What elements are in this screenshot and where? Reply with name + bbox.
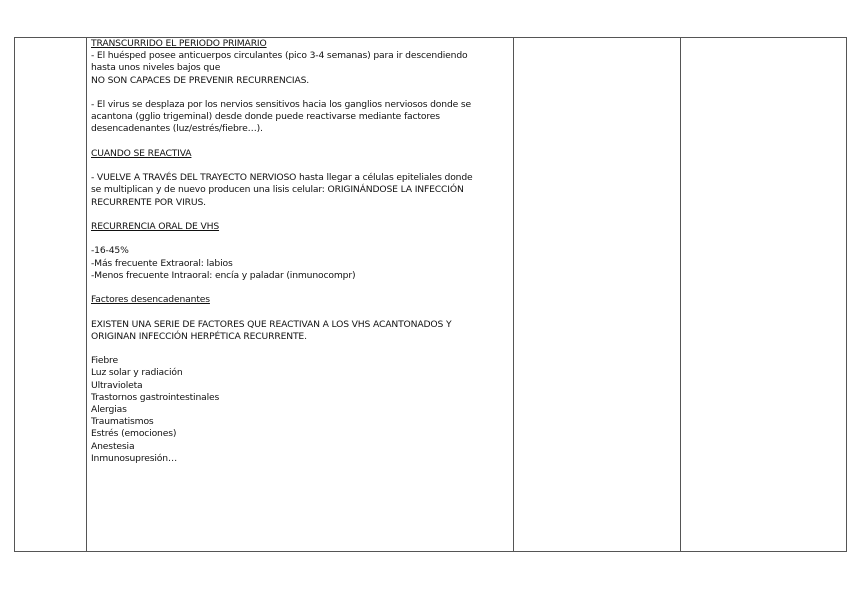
text-line: Inmunosupresión… — [91, 452, 177, 464]
table-cell-content — [87, 38, 514, 552]
text-line: - El huésped posee anticuerpos circulantes (pico 3-4 semanas) para ir descendiendo — [91, 50, 468, 62]
content-text — [87, 38, 513, 465]
text-line: - El virus se desplaza por los nervios sensitivos hacia los ganglios nerviosos donde se — [91, 99, 472, 110]
section-heading: RECURRENCIA ORAL DE VHS — [91, 220, 220, 232]
text-line — [91, 233, 509, 245]
text-line: se multiplican y de nuevo producen una lisis celular: ORIGINÁNDOSE LA INFECCIÓN — [91, 184, 464, 196]
text-line: ORIGINAN INFECCIÓN HERPÉTICA RECURRENTE. — [91, 330, 307, 342]
section-gap — [91, 136, 509, 148]
section-heading: Factores desencadenantes — [91, 294, 210, 306]
text-line: -Menos frecuente Intraoral: encía y paladar (inmunocompr) — [91, 269, 356, 281]
text-line: acantona (gglio trigeminal) desde donde puede reactivarse mediante factores — [91, 111, 440, 123]
text-line: NO SON CAPACES DE PREVENIR RECURRENCIAS. — [91, 74, 310, 86]
text-line — [91, 160, 509, 172]
table-row — [15, 38, 847, 552]
text-line: EXISTEN UNA SERIE DE FACTORES QUE REACTIVAN A LOS VHS ACANTONADOS Y — [91, 318, 452, 330]
table-cell-empty-right — [681, 38, 847, 552]
text-line: Alergias — [91, 403, 127, 415]
text-line: Trastornos gastrointestinales — [91, 391, 220, 403]
text-line: desencadenantes (luz/estrés/fiebre…). — [91, 123, 263, 135]
text-line: hasta unos niveles bajos que — [91, 62, 221, 74]
text-line: RECURRENTE POR VIRUS. — [91, 196, 206, 208]
text-line: -16-45% — [91, 245, 129, 257]
text-line: - VUELVE A TRAVÉS DEL TRAYECTO NERVIOSO hasta llegar a células epiteliales donde — [91, 172, 473, 184]
section-gap — [91, 209, 509, 221]
text-line: Ultravioleta — [91, 379, 143, 391]
document-table — [14, 37, 847, 552]
text-line: Traumatismos — [91, 416, 154, 428]
text-line: Luz solar y radiación — [91, 367, 183, 379]
text-line: Estrés (emociones) — [91, 428, 177, 440]
text-line — [91, 343, 509, 355]
section-heading: TRANSCURRIDO EL PERIODO PRIMARIO — [91, 38, 267, 49]
text-line: Fiebre — [91, 355, 118, 367]
text-line — [91, 87, 509, 99]
text-line: -Más frecuente Extraoral: labios — [91, 257, 233, 269]
table-cell-empty-middle — [514, 38, 681, 552]
section-heading: CUANDO SE REACTIVA — [91, 147, 192, 159]
table-cell-empty-left — [15, 38, 87, 552]
section-gap — [91, 282, 509, 294]
text-line — [91, 306, 509, 318]
text-line: Anestesia — [91, 440, 135, 452]
